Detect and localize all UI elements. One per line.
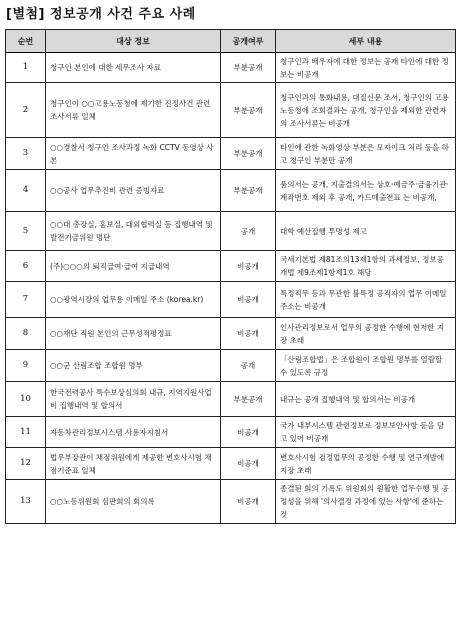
row-target-info: 한국전력공사 특수보상심의회 내규, 지역지원사업비 집행내역 및 합의서 <box>46 382 221 417</box>
row-number: 7 <box>6 282 46 318</box>
row-detail: 청구인과 배우자에 대한 정보는 공개 타인에 대한 정보는 비공개 <box>276 53 456 83</box>
row-target-info: 자동차관리정보시스템 사용자지침서 <box>46 417 221 448</box>
row-disclosure: 부분공개 <box>221 382 276 417</box>
row-target-info: (주)○○○의 퇴직급여·급여 지급내역 <box>46 251 221 282</box>
row-target-info: ○○재단 직원 본인의 근무성적평정표 <box>46 318 221 350</box>
header-disclosure: 공개여부 <box>221 30 276 53</box>
table-row <box>6 448 456 480</box>
row-target-info: ○○공사 업무추진비 관련 증빙자료 <box>46 170 221 212</box>
table-row <box>6 382 456 417</box>
row-detail: 대학 예산집행 투명성 제고 <box>276 212 456 251</box>
row-number: 10 <box>6 382 46 417</box>
row-number: 4 <box>6 170 46 212</box>
row-disclosure: 부분공개 <box>221 170 276 212</box>
row-target-info: 법무부장관이 채점위원에게 제공한 변호사시험 채점기준표 일체 <box>46 448 221 480</box>
row-detail: 품의서는 공개, 지출결의서는 상호·예금주·금융기관·계좌번호 제외 후 공개, 카드매출전표 는 비공개, <box>276 170 456 212</box>
table-row <box>6 318 456 350</box>
row-target-info: ○○노동위원회 심판회의 회의록 <box>46 480 221 524</box>
row-detail: 국세기본법 제81조의13제1항의 과세정보, 정보공개법 제9조제1항제1호 해당 <box>276 251 456 282</box>
row-disclosure: 부분공개 <box>221 83 276 138</box>
table-row <box>6 138 456 170</box>
row-number: 13 <box>6 480 46 524</box>
row-target-info: ○○군 산림조합 조합원 명부 <box>46 350 221 382</box>
row-detail: 변호사시험 검정업무의 공정한 수행 및 연구개발에 지장 초래 <box>276 448 456 480</box>
row-number: 6 <box>6 251 46 282</box>
table-row <box>6 282 456 318</box>
row-detail: 「산림조합법」은 조합원이 조합원 명부를 열람할 수 있도록 규정 <box>276 350 456 382</box>
row-detail: 청구인과의 통화내용, 대질신문 조서, 청구인의 고용노동청에 조회결과는 공개, 청구인을 제외한 관련자의 조사서류는 비공개 <box>276 83 456 138</box>
row-number: 5 <box>6 212 46 251</box>
row-disclosure: 비공개 <box>221 282 276 318</box>
table-row <box>6 251 456 282</box>
header-target-info: 대상 정보 <box>46 30 221 53</box>
row-number: 12 <box>6 448 46 480</box>
table-row <box>6 480 456 524</box>
row-number: 9 <box>6 350 46 382</box>
row-target-info: ○○경찰서 청구인 조사과정 녹화 CCTV 동영상 사본 <box>46 138 221 170</box>
row-disclosure: 비공개 <box>221 480 276 524</box>
table-row <box>6 350 456 382</box>
row-disclosure: 공개 <box>221 350 276 382</box>
row-detail: 특정직무 등과 무관한 불특정 공직자의 업무 이메일주소는 비공개 <box>276 282 456 318</box>
row-disclosure: 공개 <box>221 212 276 251</box>
table-row <box>6 170 456 212</box>
cases-table <box>5 29 456 524</box>
table-header-row <box>6 30 456 53</box>
table-row <box>6 417 456 448</box>
row-detail: 국가 내부시스템 관련정보로 정보보안사항 등을 담고 있어 비공개 <box>276 417 456 448</box>
row-disclosure: 비공개 <box>221 251 276 282</box>
header-number: 순번 <box>6 30 46 53</box>
table-row <box>6 83 456 138</box>
row-number: 2 <box>6 83 46 138</box>
row-disclosure: 비공개 <box>221 318 276 350</box>
row-number: 3 <box>6 138 46 170</box>
page-title: [별첨] 정보공개 사건 주요 사례 <box>6 7 196 22</box>
row-disclosure: 비공개 <box>221 448 276 480</box>
row-target-info: ○○광역시장의 업무용 이메일 주소 (korea.kr) <box>46 282 221 318</box>
row-disclosure: 비공개 <box>221 417 276 448</box>
row-number: 8 <box>6 318 46 350</box>
row-detail: 타인에 관한 녹화영상 부분은 모자이크 처리 등을 하고 청구인 부분만 공개 <box>276 138 456 170</box>
row-target-info: 청구인 본인에 대한 세무조사 자료 <box>46 53 221 83</box>
row-detail: 내규는 공개 집행내역 및 합의서는 비공개 <box>276 382 456 417</box>
row-detail: 종결된 회의 기록도 위원회의 원활한 업무수행 및 공정성을 위해 '의사결정 과정에 있는 사항'에 준하는 것 <box>276 480 456 524</box>
row-detail: 인사관리정보로서 업무의 공정한 수행에 현저한 지장 초래 <box>276 318 456 350</box>
table-row <box>6 212 456 251</box>
row-number: 1 <box>6 53 46 83</box>
row-number: 11 <box>6 417 46 448</box>
row-disclosure: 부분공개 <box>221 53 276 83</box>
row-target-info: ○○대 총장실, 홍보실, 대외협력실 등 집행내역 및 발전기금위원 명단 <box>46 212 221 251</box>
row-target-info: 청구인이 ○○고용노동청에 제기한 진정사건 관련 조사서류 일체 <box>46 83 221 138</box>
header-detail: 세부 내용 <box>276 30 456 53</box>
table-row <box>6 53 456 83</box>
row-disclosure: 부분공개 <box>221 138 276 170</box>
